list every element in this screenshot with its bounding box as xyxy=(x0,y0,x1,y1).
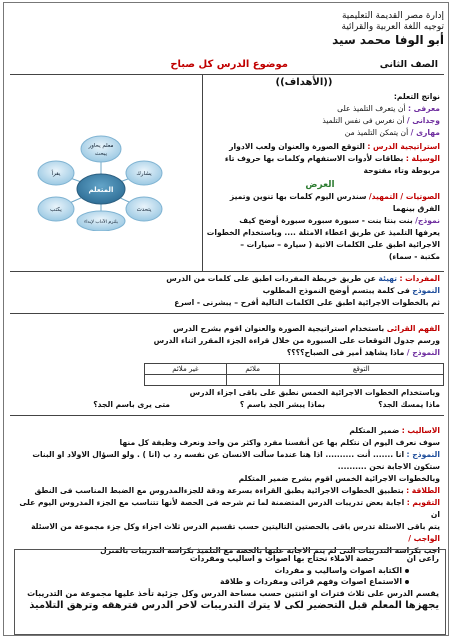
goal-skill: مهارى / أن يتمكن التلميذ من xyxy=(344,128,440,137)
comprehension-line-2: ورسم جدول التوقعات على السبورة من خلال قراءة الجزء المقرر اثناء الدرس xyxy=(153,336,440,345)
diagram-label-4: يكتب xyxy=(50,207,62,213)
questions-row xyxy=(10,399,440,411)
presentation-model: نموذج/ بنت بنتا بنت - سبورة سبورة سبورة أوضح كيف xyxy=(239,216,440,225)
notes-line-4: يقسم الدرس على ثلاث فترات او اثنتين حسب مساحة الدرس وكل جزئية تأخذ عليها مجموعة من التدريبات xyxy=(27,588,439,598)
comprehension-questions xyxy=(10,387,440,411)
notes-line-5: يجهزها المعلم قبل التحضير لكى لا يترك التدريبات لاخر الدرس فترهقه وترهق التلاميذ xyxy=(29,600,439,611)
goals-intro: نواتج التعلم: xyxy=(393,92,440,101)
comprehension-model: النموذج / ماذا يشاهد أمير فى الصباح؟؟؟؟ xyxy=(286,348,440,357)
styles-line-1: الاساليب : ضمير المتكلم xyxy=(349,426,440,435)
grade-label: الصف الثانى xyxy=(379,59,438,70)
header-line-department: توجيه اللغة العربية والقرائية xyxy=(341,22,444,32)
divider-comprehension xyxy=(10,313,444,314)
comprehension-block xyxy=(10,323,440,359)
presentation-model-3: الاجرائية اطبق على الكلمات الاتية ( سيارة – سيارات – xyxy=(240,240,440,249)
vocab-block xyxy=(10,273,440,309)
column-divider xyxy=(202,75,203,271)
lesson-title xyxy=(170,59,288,70)
question-1: ماذا يمسك الجد؟ xyxy=(378,400,440,409)
vocab-line-1: المفردات : تهيئة عن طريق خريطة المفردات اطبق على كلمات من الدرس xyxy=(166,274,440,283)
evaluation-line: التقويم : اجابة بعض تدريبات الدرس المتضمنة لما تم شرحه فى الحصة لأنها تتناسب مع الجزء المدروس اليوم على ان xyxy=(19,498,440,519)
notes-line-1: راعى ان حصة الاملاء نحتاج بها اصوات و اساليب ومفردات xyxy=(189,554,439,563)
diagram-label-center: المتعلم xyxy=(88,186,114,194)
homework-line: اجب بكراسة التدريبات التى لم يتم الاجابة عليها بالحصة مع التلميذ بكراسة التدريبات بالمنزل xyxy=(100,546,440,555)
diagram-label-2: يشارك xyxy=(136,171,152,177)
diagram-label-1: يبحث xyxy=(94,151,108,157)
bullet-dot-icon xyxy=(405,569,409,573)
notes-bullet-2: الاستماع اصوات وفهم قرائى ومفردات و طلاقة xyxy=(19,576,409,588)
homework-label: الواجب / xyxy=(408,534,440,543)
diagram-label-6: يقرأ xyxy=(51,171,61,177)
styles-block xyxy=(10,425,440,557)
divider-vocab xyxy=(10,271,444,272)
lesson-title-name: كل صباح xyxy=(170,59,214,70)
styles-line-5: وبالخطوات الاجرائية الخمس اقوم بشرح ضمير المتكلم xyxy=(238,474,440,483)
vocab-line-2: النموذج فى كلمة يبتسم أوضح النموذج المطلوب xyxy=(262,286,440,295)
question-3: متى يرى باسم الجد؟ xyxy=(93,400,170,409)
tools-line-2: مربوطة وتاء مفتوحة xyxy=(363,166,440,175)
strategy-block xyxy=(200,141,440,177)
header-author-name: أبو الوفا محمد سيد xyxy=(332,33,444,47)
header-line-directorate: إدارة مصر القديمة التعليمية xyxy=(341,11,444,21)
styles-model: النموذج : انا ....... أنت .......... اذا هنا عندما سألت الانسان عن نفسه رد ب (انا ) . ولو السؤال الاولاد او البنات xyxy=(32,450,440,459)
vocab-line-3: ثم بالخطوات الاجرائية اطبق على الكلمات التالية أفرح – يبشرنى - اسرع xyxy=(174,298,440,307)
diagram-label-3: يتحدث xyxy=(136,207,152,213)
styles-line-2: سوف نعرف اليوم ان نتكلم بها عن أنفسنا مفرد واكثر من واحد ونعرف وظيفة كل منها xyxy=(119,438,440,447)
goals-block xyxy=(200,91,440,139)
goal-knowledge: معرفى : أن يتعرف التلميذ على xyxy=(337,104,440,113)
evaluation-line-2: يتم باقى الاسئلة تدرس باقى بالحصتين التاليتين حسب تقسيم الدرس ثلاث اجزاء وكل جزء مجموعة من الاسئلة xyxy=(31,522,440,531)
presentation-intro: الصوتيات / التمهيد/ سندرس اليوم كلمات بها تنوين وتميز xyxy=(229,192,440,201)
divider-styles xyxy=(10,415,444,416)
question-2: بماذا يبشر الجد باسم ؟ xyxy=(239,400,325,409)
diagram-node-top xyxy=(81,136,121,162)
learner-diagram xyxy=(26,131,176,231)
header-block xyxy=(244,11,444,47)
table-header-unsuitable: غير ملائم xyxy=(145,364,227,375)
diagram-label-0: معلم يحاور xyxy=(88,143,114,149)
table-header-suitable: ملائم xyxy=(226,364,279,375)
diagram-label-5: يلتزم الآداب لإبداء xyxy=(84,220,118,225)
comprehension-line-3: وباستخدام الخطوات الاجرائية الخمس نطبق على باقى اجزاء الدرس xyxy=(189,388,440,397)
presentation-model-2: يعرفها التلميذ عن طريق اعطاء الامثلة .... وباستخدام الخطوات xyxy=(206,228,440,237)
tools-line: الوسيلة : بطاقات لأدوات الاستفهام وكلمات بها حروف تاء xyxy=(224,154,440,163)
bullet-dot-icon xyxy=(405,580,409,584)
lesson-plan-page xyxy=(3,2,449,636)
expectations-table xyxy=(144,363,444,386)
title-line xyxy=(18,59,438,75)
presentation-intro-2: الفرق بينهما xyxy=(392,204,440,213)
notes-box xyxy=(14,549,446,635)
styles-line-4: ستكون الاجابة نحن .......... xyxy=(337,462,440,471)
table-header-expectation: التوقع xyxy=(279,364,443,375)
presentation-model-4: مكتبة - سماء) xyxy=(388,252,440,261)
presentation-block xyxy=(200,179,440,263)
title-divider xyxy=(10,74,444,75)
table-row xyxy=(145,375,444,386)
strategy-line: استراتيجية الدرس : التوقع الصورة والعنوان ولعب الادوار xyxy=(229,142,440,151)
goal-affective: وجدانى / أن نغرس فى نفس التلميذ xyxy=(322,116,440,125)
comprehension-line-1: الفهم القرائى باستخدام استراتيجية الصورة والعنوان اقوم بشرح الدرس xyxy=(173,324,440,333)
lesson-title-prefix: موضوع الدرس xyxy=(216,59,288,70)
goals-heading: ((الأهداف)) xyxy=(275,77,333,88)
notes-bullet-1: الكتابة اصوات واساليب و مفردات xyxy=(19,565,409,577)
fluency-line: الطلاقة : بتطبيق الخطوات الاجرائية يطبق القراءة بسرعة ودقة للجزءالمدروس مع الضبط المناسب فى النطق xyxy=(34,486,440,495)
presentation-heading: العرض xyxy=(305,180,335,190)
